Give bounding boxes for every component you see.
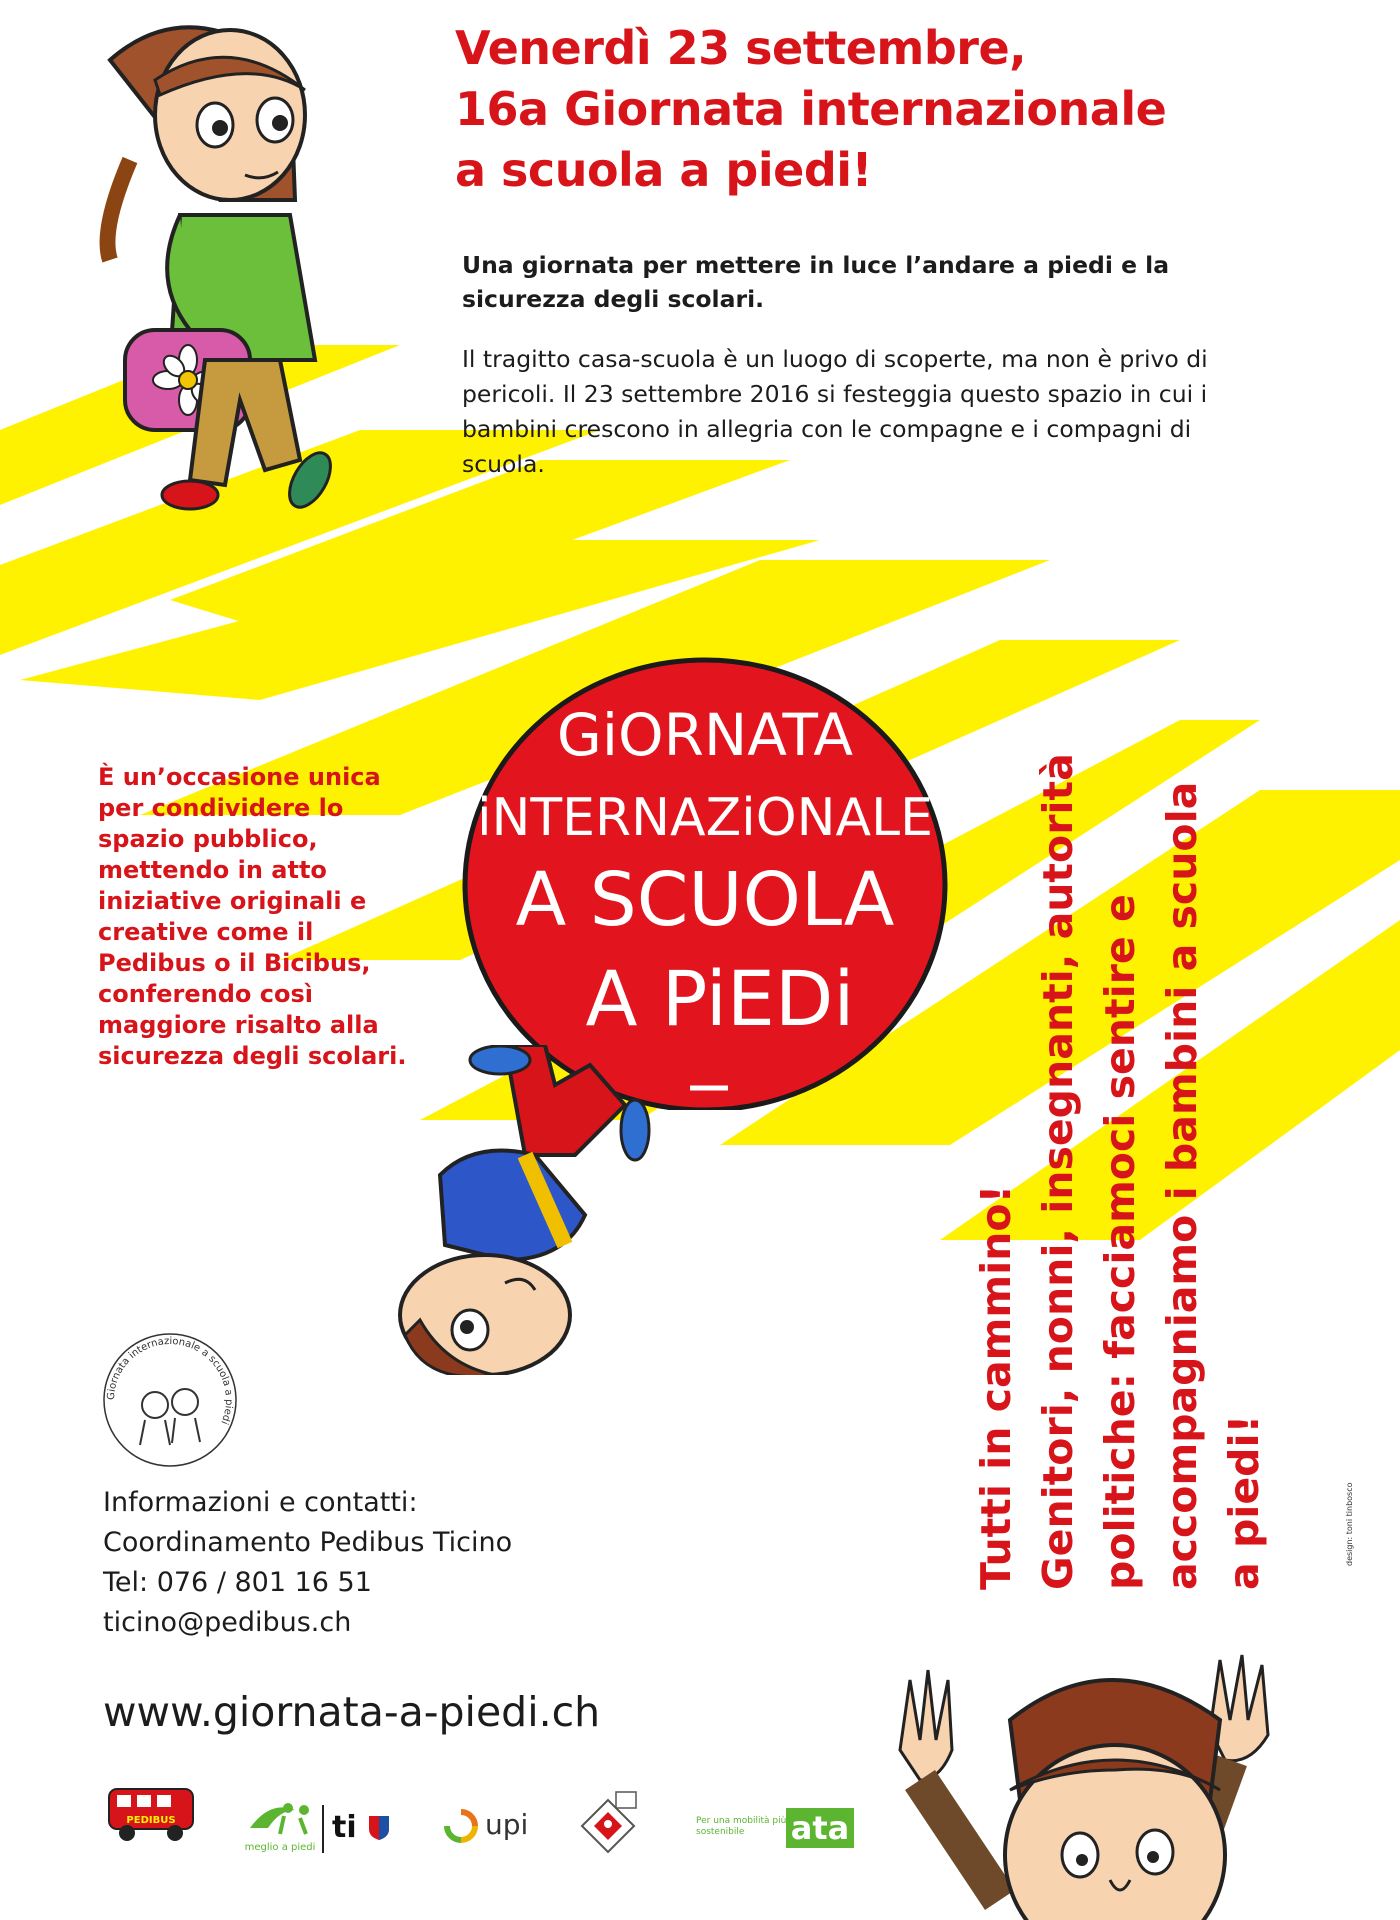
callout-line-3: politiche: facciamoci sentire e xyxy=(1096,894,1144,1590)
walking-people-icon xyxy=(240,1798,320,1838)
logo-divider xyxy=(322,1805,324,1853)
vertical-callout xyxy=(965,590,1365,1590)
ata-caption: Per una mobilità più sostenibile xyxy=(696,1816,787,1837)
fondazione-logo-icon xyxy=(576,1790,642,1860)
contacts-heading: Informazioni e contatti: xyxy=(103,1487,418,1518)
badge-line-1: GiORNATA xyxy=(556,701,854,769)
title-line-1: Venerdì 23 settembre, xyxy=(455,21,1027,75)
ata-logo: ata xyxy=(786,1808,854,1848)
page-title xyxy=(455,18,1355,201)
upside-down-boy-illustration xyxy=(385,1045,695,1375)
badge-line-4: A PiEDi xyxy=(585,954,855,1043)
event-stamp-logo xyxy=(100,1330,240,1470)
contacts-email[interactable]: ticino@pedibus.ch xyxy=(103,1607,352,1638)
website-link[interactable]: www.giornata-a-piedi.ch xyxy=(103,1688,601,1736)
meglio-a-piedi-logo xyxy=(240,1798,320,1862)
cheering-kid-illustration xyxy=(890,1640,1290,1920)
title-line-3: a scuola a piedi! xyxy=(455,143,872,197)
ti-logo: ti xyxy=(332,1810,357,1845)
walking-girl-illustration xyxy=(40,0,360,560)
pedibus-bus-logo xyxy=(105,1785,200,1847)
intro-body: Il tragitto casa-scuola è un luogo di scoperte, ma non è privo di pericoli. Il 23 settembre 2016 si festeggia questo spazio in cui i bambini crescono in allegria con le compagne e i compagni di scuola. xyxy=(462,345,1208,478)
event-logo-badge xyxy=(440,650,970,1110)
svg-text:Giornata internazionale a scuo xyxy=(106,1336,234,1426)
upi-logo-text: upi xyxy=(485,1808,529,1841)
title-line-2: 16a Giornata internazionale xyxy=(455,82,1167,136)
pedibus-text: PEDIBUS xyxy=(126,1815,176,1826)
badge-line-3: A SCUOLA xyxy=(515,857,895,943)
badge-line-2: iNTERNAZiONALE xyxy=(477,788,933,848)
design-credit: design: toni tinbosco xyxy=(1345,1482,1354,1566)
contacts-phone: Tel: 076 / 801 16 51 xyxy=(103,1567,372,1598)
callout-line-2: Genitori, nonni, insegnanti, autorità xyxy=(1034,753,1082,1590)
contacts-organization: Coordinamento Pedibus Ticino xyxy=(103,1527,513,1558)
intro-lead: Una giornata per mettere in luce l’andare a piedi e la sicurezza degli scolari. xyxy=(462,251,1170,313)
stamp-text: Giornata internazionale a scuola a piedi xyxy=(105,1335,235,1426)
meglio-a-piedi-text: meglio a piedi xyxy=(244,1842,316,1853)
contact-block xyxy=(103,1483,512,1643)
ticino-shield-icon xyxy=(368,1815,390,1841)
side-note: È un’occasione unica per condividere lo spazio pubblico, mettendo in atto iniziative originali e creative come il Pedibus o il Bicibus, conferendo così maggiore risalto alla sicurezza degli scolari. xyxy=(98,763,407,1070)
callout-line-1: Tutti in cammino! xyxy=(972,1184,1020,1590)
callout-line-4: accompagniamo i bambini a scuola xyxy=(1158,781,1206,1590)
callout-line-5: a piedi! xyxy=(1220,1414,1268,1590)
upi-ring-icon xyxy=(443,1808,479,1844)
